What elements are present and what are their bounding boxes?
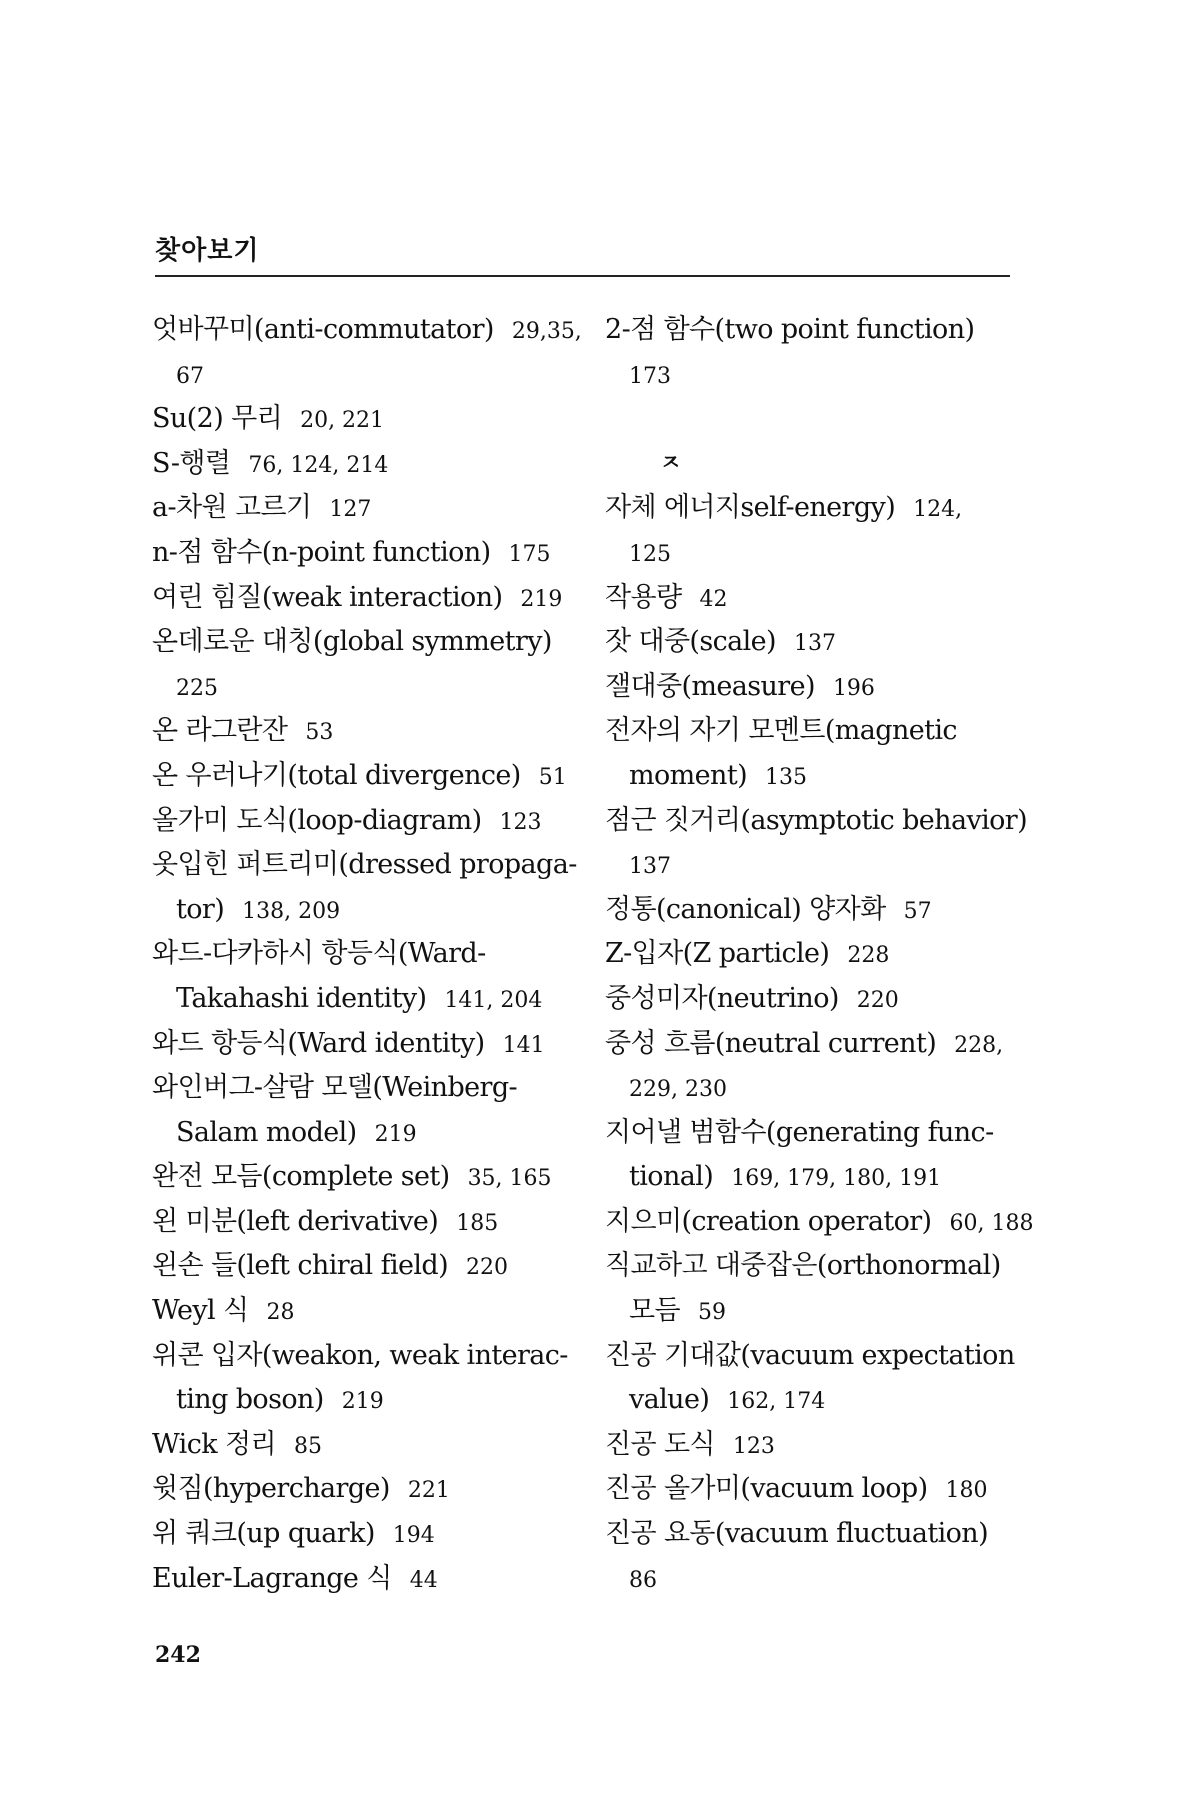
- index-entry: 온데로운 대칭(global symmetry): [152, 626, 552, 658]
- index-entry: 온 라그란잔 53: [152, 715, 334, 747]
- index-entry-continuation: moment) 135: [629, 759, 808, 791]
- index-entry-continuation: Takahashi identity) 141, 204: [176, 982, 543, 1014]
- index-entry: 잣 대중(scale) 137: [605, 626, 836, 658]
- index-entry: 와인버그-살람 모델(Weinberg-: [152, 1072, 518, 1104]
- index-entry-continuation: 모듬 59: [629, 1295, 726, 1327]
- index-entry: 와드 항등식(Ward identity) 141: [152, 1027, 545, 1059]
- index-column-right: [605, 308, 1040, 1601]
- index-entry: 완전 모듬(complete set) 35, 165: [152, 1161, 552, 1193]
- index-entry: 왼손 들(left chiral field) 220: [152, 1250, 509, 1282]
- index-entry: 직교하고 대중잡은(orthonormal): [605, 1250, 1001, 1282]
- index-entry-continuation: tor) 138, 209: [176, 893, 341, 925]
- index-entry: Z-입자(Z particle) 228: [605, 938, 890, 970]
- index-entry: 온 우러나기(total divergence) 51: [152, 759, 567, 791]
- index-entry: 잴대중(measure) 196: [605, 670, 875, 702]
- index-entry: Su(2) 무리 20, 221: [152, 403, 385, 435]
- index-entry: 위 쿼크(up quark) 194: [152, 1518, 435, 1550]
- index-entry: 지어낼 범함수(generating func-: [605, 1116, 994, 1148]
- index-entry: 자체 에너지self-energy) 124,: [605, 492, 963, 524]
- blank-line: [605, 397, 1040, 442]
- index-entry: Weyl 식 28: [152, 1295, 295, 1327]
- index-entry: n-점 함수(n-point function) 175: [152, 536, 551, 568]
- index-column-left: [152, 308, 587, 1601]
- index-entry-continuation: Salam model) 219: [176, 1116, 417, 1148]
- index-entry: 올가미 도식(loop-diagram) 123: [152, 804, 542, 836]
- index-entry: 정통(canonical) 양자화 57: [605, 893, 932, 925]
- index-entry: 위콘 입자(weakon, weak interac-: [152, 1339, 568, 1371]
- index-entry-continuation: 86: [629, 1567, 657, 1593]
- index-entry: 지으미(creation operator) 60, 188: [605, 1205, 1034, 1237]
- index-entry-continuation: 225: [176, 675, 218, 701]
- index-entry: 중성 흐름(neutral current) 228,: [605, 1027, 1004, 1059]
- index-entry: 윗짐(hypercharge) 221: [152, 1473, 450, 1505]
- index-entry: a-차원 고르기 127: [152, 492, 372, 524]
- index-entry: 엇바꾸미(anti-commutator) 29,35,: [152, 314, 582, 345]
- index-entry-continuation: ting boson) 219: [176, 1384, 384, 1416]
- index-entry: 와드-다카하시 항등식(Ward-: [152, 938, 486, 970]
- index-entry: 2-점 함수(two point function): [605, 314, 975, 345]
- index-entry-continuation: 137: [629, 854, 671, 880]
- index-entry: 중성미자(neutrino) 220: [605, 982, 899, 1014]
- section-letter: ㅈ: [660, 450, 681, 476]
- index-entry: 진공 기대값(vacuum expectation: [605, 1339, 1015, 1371]
- index-entry: 전자의 자기 모멘트(magnetic: [605, 715, 957, 747]
- index-entry: S-행렬 76, 124, 214: [152, 447, 389, 479]
- index-entry-continuation: value) 162, 174: [629, 1384, 826, 1416]
- index-entry: 옷입힌 퍼트리미(dressed propaga-: [152, 849, 577, 881]
- index-entry-continuation: 67: [176, 363, 204, 389]
- index-entry: Euler-Lagrange 식 44: [152, 1562, 438, 1594]
- index-entry: 작용량 42: [605, 581, 728, 613]
- index-entry-continuation: tional) 169, 179, 180, 191: [629, 1161, 942, 1193]
- index-entry: 진공 요동(vacuum fluctuation): [605, 1518, 989, 1550]
- index-entry: 점근 짓거리(asymptotic behavior): [605, 804, 1028, 836]
- header-title: 찾아보기: [155, 236, 260, 266]
- index-entry: Wick 정리 85: [152, 1428, 322, 1460]
- index-entry-continuation: 125: [629, 541, 671, 567]
- index-entry: 여린 힘질(weak interaction) 219: [152, 581, 563, 613]
- index-entry: 진공 도식 123: [605, 1428, 775, 1460]
- page-header: [155, 230, 1010, 277]
- page-number: 242: [155, 1642, 201, 1668]
- index-entry-continuation: 173: [629, 363, 671, 389]
- index-entry: 왼 미분(left derivative) 185: [152, 1205, 499, 1237]
- index-entry-continuation: 229, 230: [629, 1077, 727, 1103]
- index-entry: 진공 올가미(vacuum loop) 180: [605, 1473, 988, 1505]
